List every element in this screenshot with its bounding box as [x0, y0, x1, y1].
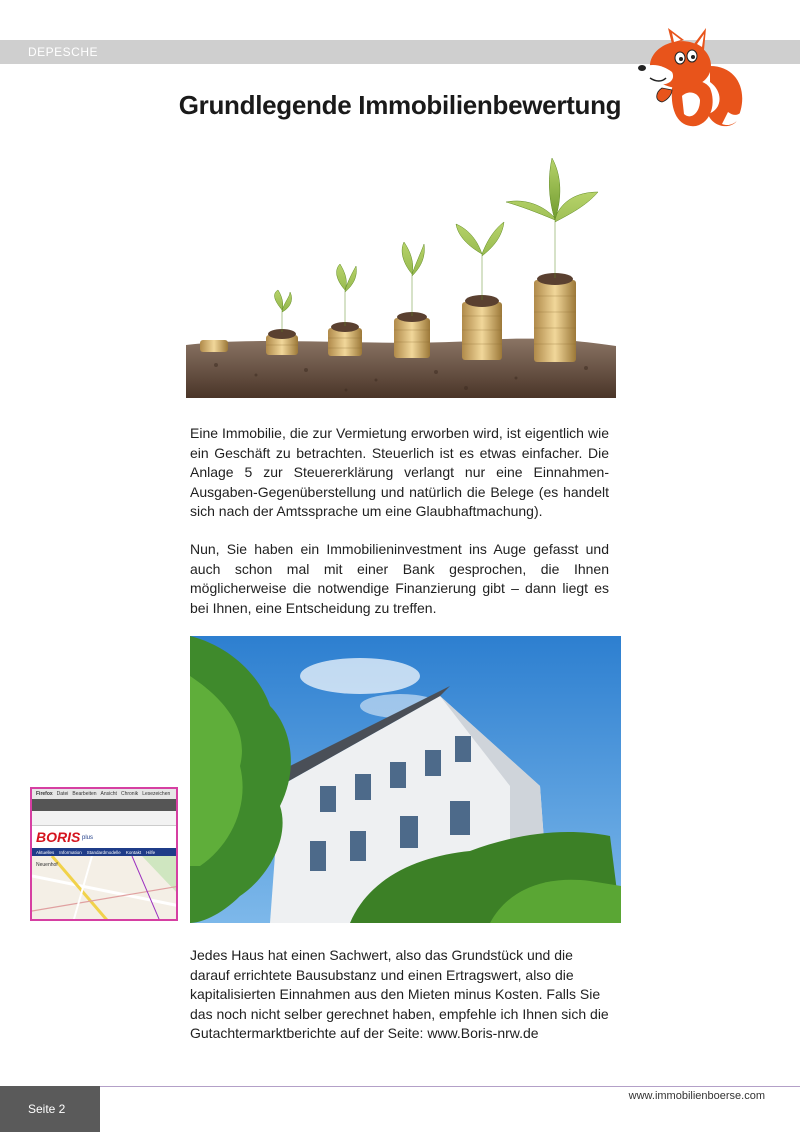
page-number-box: [0, 1086, 100, 1132]
paragraph-intro: Eine Immobilie, die zur Vermietung erworben wird, ist eigentlich wie ein Geschäft zu betrachten. Steuerlich ist es etwas einfacher. Die Anlage 5 zur Steuererklärung verlangt nur eine Einnahmen-Ausgaben-Gegenüberstellung und natürlich die Belege (es handelt sich nach der Amtssprache um eine Glaubhaftmachung).: [190, 425, 609, 519]
section-label: DEPESCHE: [28, 45, 99, 59]
menu-item: Ansicht: [100, 791, 117, 797]
browser-menu-bar: [32, 789, 176, 799]
boris-map: [32, 856, 178, 921]
plant-coins-image: [186, 150, 616, 398]
nav-item: Aktuelles: [36, 849, 55, 855]
boris-logo-suffix: plus: [82, 835, 94, 841]
menu-item: Lesezeichen: [142, 791, 171, 797]
footer-divider: [100, 1086, 800, 1087]
boris-nav: [32, 848, 176, 856]
boris-website-screenshot: [30, 787, 178, 921]
footer-website-link[interactable]: www.immobilienboerse.com: [628, 1090, 765, 1102]
nav-item: Standardmodelle: [86, 849, 121, 855]
house-photo-image: [190, 636, 621, 923]
menu-item: Bearbeiten: [72, 791, 97, 797]
nav-item: Kontakt: [125, 849, 142, 855]
paragraph-investment: Nun, Sie haben ein Immobilieninvestment ins Auge gefasst und auch schon mal mit einer Bank gesprochen, die Ihnen möglicherweise die notwendige Finanzierung gibt – dann liegt es bei Ihnen, eine Entscheidung zu treffen.: [190, 541, 609, 616]
nav-item: Hilfe: [146, 849, 156, 855]
page-title: Grundlegende Immobilienbewertung: [178, 90, 622, 120]
nav-item: Information: [59, 849, 82, 855]
menu-item: Datei: [56, 791, 69, 797]
boris-logo: BORIS: [36, 829, 81, 845]
page-number: Seite 2: [28, 1102, 66, 1116]
menu-item: Firefox: [36, 791, 53, 797]
browser-address-bar: [32, 811, 176, 826]
browser-tab-bar: [32, 799, 176, 811]
boris-logo-area: [32, 826, 176, 848]
menu-item: Chronik: [120, 791, 139, 797]
map-label: Neuenhof: [36, 862, 58, 868]
paragraph-valuation: Jedes Haus hat einen Sachwert, also das Grundstück und die darauf errichtete Bausubstanz und einen Ertragswert, also die kapitalisierten Einnahmen aus den Mieten minus Kosten. Falls Sie das noch nicht selber gerechnet haben, empfehle ich Ihnen sich die Gutachtermarktberichte auf der Seite: www.Boris-nrw.de: [190, 947, 609, 1041]
